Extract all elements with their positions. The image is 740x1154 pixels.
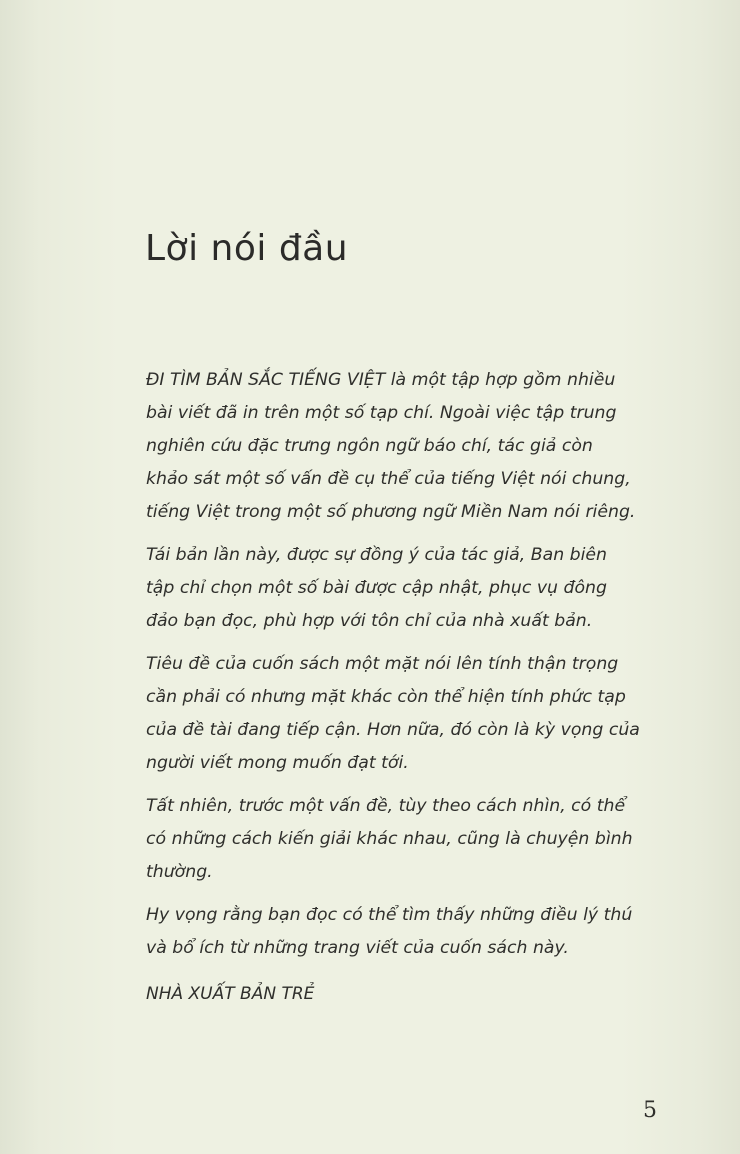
page-number: 5: [643, 1098, 657, 1123]
paragraph-4: [146, 790, 666, 889]
preface-body: [146, 364, 666, 975]
paragraph-line: Tất nhiên, trước một vấn đề, tùy theo cách nhìn, có thể: [146, 796, 626, 816]
paragraph-line: có những cách kiến giải khác nhau, cũng là chuyện bình: [146, 829, 633, 849]
paragraph-2: [146, 539, 666, 638]
paragraph-line: tập chỉ chọn một số bài được cập nhật, phục vụ đông: [146, 578, 607, 598]
paragraph-line: thường.: [146, 862, 213, 882]
paragraph-line: Tiêu đề của cuốn sách một mặt nói lên tính thận trọng: [146, 654, 619, 674]
paragraph-line: cần phải có nhưng mặt khác còn thể hiện tính phức tạp: [146, 687, 626, 707]
paragraph-1: [146, 364, 666, 529]
page-title: Lời nói đầu: [145, 228, 349, 269]
paragraph-line: ĐI TÌM BẢN SẮC TIẾNG VIỆT là một tập hợp gồm nhiều: [146, 370, 616, 390]
paragraph-line: tiếng Việt trong một số phương ngữ Miền Nam nói riêng.: [146, 502, 636, 522]
paragraph-line: và bổ ích từ những trang viết của cuốn sách này.: [146, 938, 569, 958]
paragraph-3: [146, 648, 666, 780]
paragraph-line: Tái bản lần này, được sự đồng ý của tác giả, Ban biên: [146, 545, 607, 565]
paragraph-line: Hy vọng rằng bạn đọc có thể tìm thấy những điều lý thú: [146, 905, 633, 925]
paragraph-5: [146, 899, 666, 965]
paragraph-line: bài viết đã in trên một số tạp chí. Ngoài việc tập trung: [146, 403, 617, 423]
paragraph-line: người viết mong muốn đạt tới.: [146, 753, 409, 773]
paragraph-line: khảo sát một số vấn đề cụ thể của tiếng Việt nói chung,: [146, 469, 631, 489]
publisher-signature: NHÀ XUẤT BẢN TRẺ: [146, 984, 315, 1004]
paragraph-line: đảo bạn đọc, phù hợp với tôn chỉ của nhà xuất bản.: [146, 611, 593, 631]
paragraph-line: của đề tài đang tiếp cận. Hơn nữa, đó còn là kỳ vọng của: [146, 720, 640, 740]
paragraph-line: nghiên cứu đặc trưng ngôn ngữ báo chí, tác giả còn: [146, 436, 593, 456]
